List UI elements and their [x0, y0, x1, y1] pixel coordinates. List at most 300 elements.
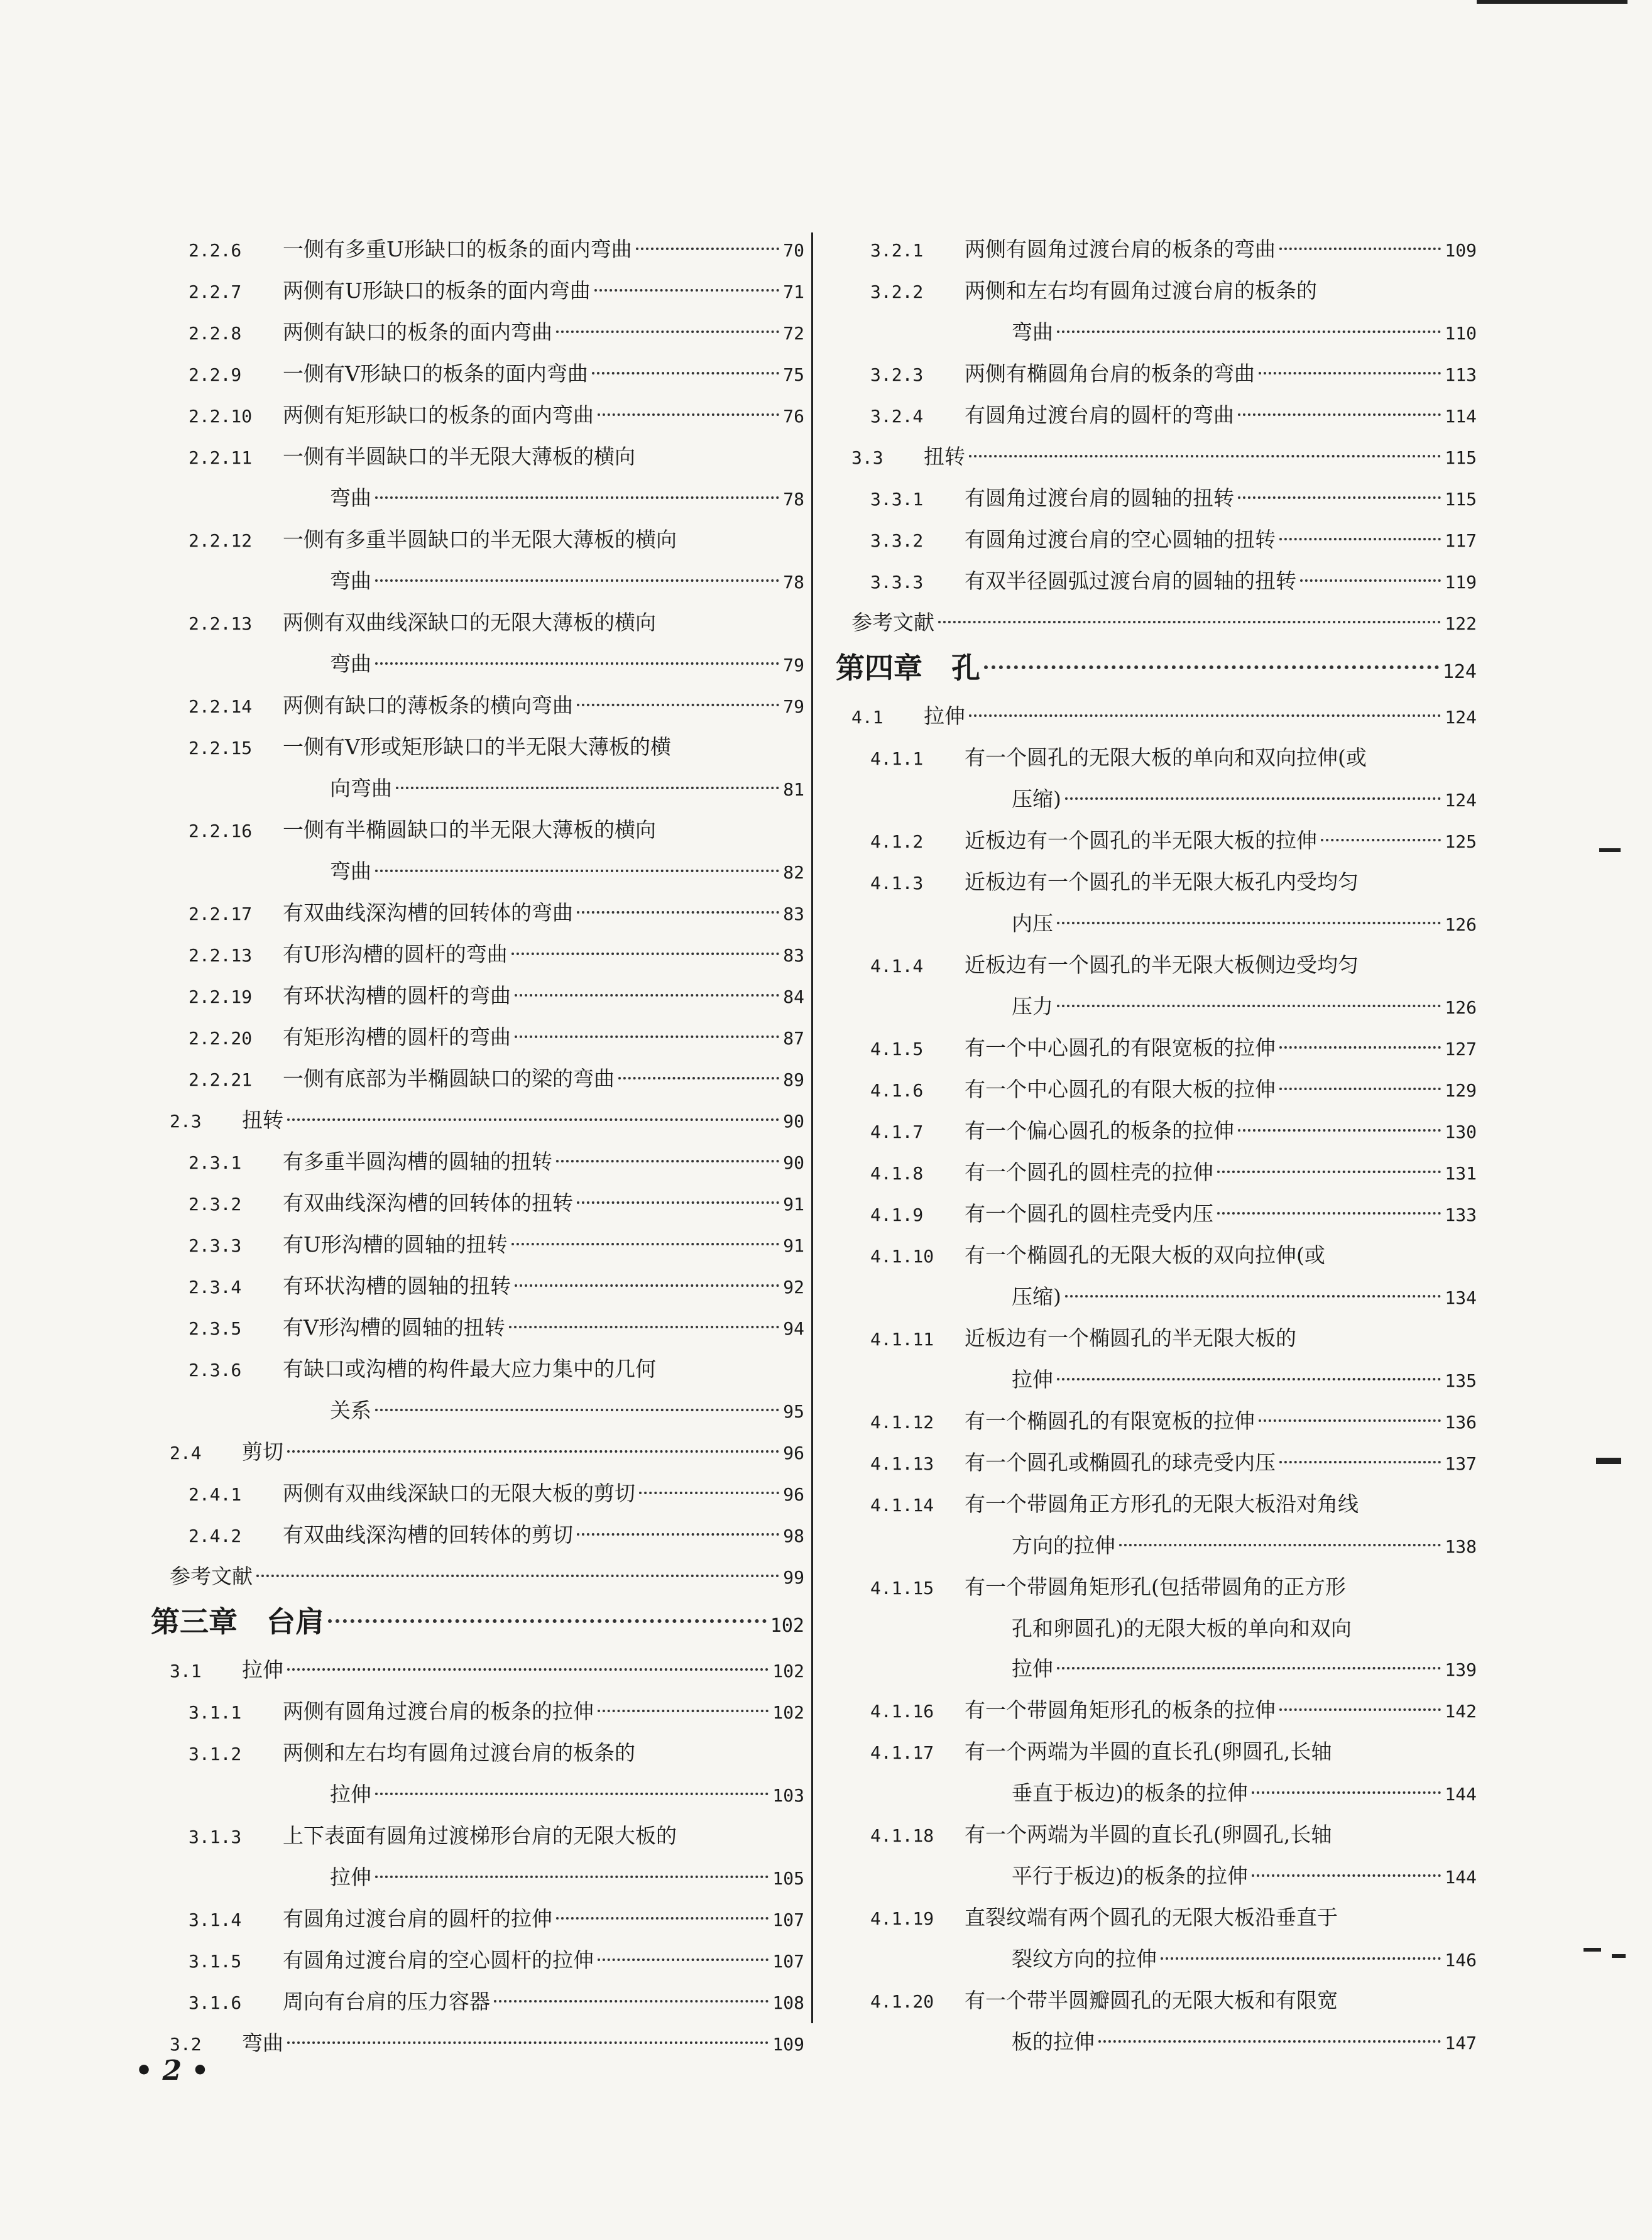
entry-page-number: 125: [1445, 831, 1477, 852]
entry-title: 近板边有一个椭圆孔的半无限大板的: [965, 1326, 1296, 1350]
toc-entry: [836, 395, 1477, 437]
dot-leader: [1217, 1171, 1441, 1173]
dot-leader: [556, 1160, 779, 1162]
dot-leader: [396, 787, 779, 789]
dot-leader: [1065, 1295, 1441, 1298]
dot-leader: [618, 1077, 779, 1079]
entry-page-number: 142: [1445, 1701, 1477, 1722]
dot-leader: [375, 496, 779, 499]
entry-number: 2.2.6: [189, 240, 242, 261]
entry-title: 两侧和左右均有圆角过渡台肩的板条的: [965, 278, 1317, 303]
toc-entry: [151, 1940, 804, 1982]
entry-number: 3.2: [170, 2034, 202, 2055]
toc-entry: [151, 1473, 804, 1515]
dot-leader: [1057, 1378, 1441, 1380]
entry-page-number: 107: [772, 1909, 804, 1930]
scan-mark: [1599, 848, 1621, 852]
toc-entry: [836, 1194, 1477, 1235]
entry-number: 3.2.1: [870, 240, 924, 261]
entry-title: 上下表面有圆角过渡梯形台肩的无限大板的: [283, 1823, 677, 1848]
entry-number: 3.3: [851, 447, 883, 468]
entry-page-number: 70: [783, 240, 804, 261]
entry-title: 有一个椭圆孔的有限宽板的拉伸: [965, 1409, 1255, 1433]
entry-page-number: 124: [1442, 661, 1477, 683]
entry-number: 3.2.2: [870, 281, 924, 302]
entry-number: 4.1.20: [870, 1991, 934, 2012]
entry-page-number: 78: [783, 489, 804, 510]
entry-number: 2.3.6: [189, 1360, 242, 1380]
entry-page-number: 108: [772, 1992, 804, 2013]
dot-leader: [494, 2000, 769, 2002]
entry-number: 4.1.10: [870, 1246, 934, 1267]
toc-entry: [151, 1816, 804, 1899]
toc-entry: [151, 271, 804, 312]
entry-title: 有V形沟槽的圆轴的扭转: [283, 1315, 505, 1340]
entry-title: 有一个两端为半圆的直长孔(卵圆孔,长轴: [965, 1822, 1332, 1847]
entry-number: 2.3.3: [189, 1235, 242, 1256]
entry-page-number: 71: [783, 281, 804, 302]
entry-title: 有圆角过渡台肩的空心圆轴的扭转: [965, 527, 1276, 552]
entry-title: 剪切: [242, 1440, 283, 1464]
entry-number: 4.1.17: [870, 1742, 934, 1763]
entry-number: 3.3.2: [870, 530, 924, 551]
entry-title-continued: 压缩): [1012, 1284, 1061, 1309]
entry-number: 4.1: [851, 707, 883, 728]
entry-title: 有缺口或沟槽的构件最大应力集中的几何: [283, 1357, 656, 1381]
entry-number: 3.1.5: [189, 1951, 242, 1972]
entry-page-number: 139: [1445, 1659, 1477, 1680]
toc-entry: [151, 312, 804, 354]
entry-title: 有U形沟槽的圆杆的弯曲: [283, 942, 508, 966]
dot-leader: [375, 1876, 769, 1878]
entry-number: 4.1.12: [870, 1412, 934, 1433]
entry-title: 两侧有矩形缺口的板条的面内弯曲: [283, 403, 594, 427]
entry-page-number: 124: [1445, 790, 1477, 811]
dot-leader: [1252, 1791, 1441, 1794]
entry-page-number: 90: [783, 1152, 804, 1173]
dot-leader: [1300, 579, 1441, 582]
entry-page-number: 79: [783, 655, 804, 675]
toc-entry: [836, 862, 1477, 945]
entry-page-number: 96: [783, 1443, 804, 1463]
entry-number: 2.2.17: [189, 904, 253, 924]
page-number: • 2 •: [135, 2055, 209, 2087]
toc-entry: [151, 686, 804, 727]
entry-title: 两侧有圆角过渡台肩的板条的拉伸: [283, 1699, 594, 1724]
entry-page-number: 134: [1445, 1287, 1477, 1308]
entry-title: 近板边有一个圆孔的半无限大板孔内受均匀: [965, 870, 1359, 894]
entry-title-continued: 弯曲: [330, 652, 371, 676]
entry-title: 有双曲线深沟槽的回转体的扭转: [283, 1191, 573, 1215]
toc-entry: [151, 1100, 804, 1142]
entry-title-continued: 关系: [330, 1398, 371, 1423]
toc-entry: [151, 1982, 804, 2023]
entry-title: 拉伸: [924, 704, 965, 728]
entry-page-number: 102: [772, 1661, 804, 1681]
dot-leader: [598, 413, 779, 416]
dot-leader: [515, 994, 779, 997]
entry-title: 有一个圆孔或椭圆孔的球壳受内压: [965, 1450, 1276, 1475]
entry-number: 2.2.16: [189, 821, 253, 841]
entry-title-continued: 压缩): [1012, 787, 1061, 811]
entry-page-number: 126: [1445, 914, 1477, 935]
entry-page-number: 99: [783, 1567, 804, 1588]
toc-entry: [836, 603, 1477, 644]
entry-number: 2.4.1: [189, 1484, 242, 1505]
entry-title-continued: 压力: [1012, 994, 1053, 1019]
entry-title: 两侧有缺口的板条的面内弯曲: [283, 320, 552, 344]
entry-number: 2.2.19: [189, 986, 253, 1007]
entry-title: 有圆角过渡台肩的圆杆的拉伸: [283, 1906, 552, 1931]
entry-page-number: 107: [772, 1951, 804, 1972]
entry-number: 2.2.20: [189, 1028, 253, 1049]
dot-leader: [1217, 1212, 1441, 1215]
dot-leader: [1279, 1461, 1441, 1463]
entry-title: 参考文献: [170, 1564, 253, 1588]
entry-title: 有双曲线深沟槽的回转体的弯曲: [283, 900, 573, 925]
entry-title: 一侧有V形或矩形缺口的半无限大薄板的横: [283, 735, 671, 759]
entry-title-continued: 向弯曲: [330, 776, 392, 800]
entry-title-continued: 孔和卵圆孔)的无限大板的单向和双向: [1012, 1616, 1352, 1641]
toc-entry: [151, 727, 804, 810]
toc-entry: [836, 1235, 1477, 1318]
entry-title-continued: 拉伸: [1012, 1656, 1053, 1681]
dot-leader: [1279, 1708, 1441, 1711]
entry-page-number: 94: [783, 1318, 804, 1339]
entry-number: 2.3.2: [189, 1194, 242, 1215]
toc-entry: [151, 395, 804, 437]
toc-entry: [151, 1432, 804, 1473]
entry-number: 2.4.2: [189, 1526, 242, 1546]
toc-right-column: [836, 229, 1477, 2063]
entry-page-number: 76: [783, 406, 804, 427]
entry-page-number: 119: [1445, 572, 1477, 593]
toc-entry: [836, 1028, 1477, 1069]
toc-entry: [836, 1443, 1477, 1484]
dot-leader: [938, 621, 1441, 623]
entry-page-number: 79: [783, 696, 804, 717]
entry-title: 第四章 孔: [836, 651, 980, 685]
entry-title: 有一个圆孔的圆柱壳的拉伸: [965, 1160, 1213, 1184]
entry-number: 4.1.18: [870, 1825, 934, 1846]
entry-title-continued: 弯曲: [1012, 320, 1053, 344]
dot-leader: [577, 1201, 779, 1204]
entry-page-number: 115: [1445, 447, 1477, 468]
dot-leader: [1057, 922, 1441, 924]
toc-entry: [836, 1815, 1477, 1898]
dot-leader: [577, 911, 779, 914]
entry-title: 有U形沟槽的圆轴的扭转: [283, 1232, 508, 1257]
toc-entry: [151, 893, 804, 934]
toc-entry: [151, 1349, 804, 1432]
entry-page-number: 133: [1445, 1205, 1477, 1225]
dot-leader: [515, 1035, 779, 1038]
dot-leader: [375, 662, 779, 665]
toc-entry: [836, 1567, 1477, 1690]
entry-number: 2.2.12: [189, 530, 253, 551]
entry-number: 2.3.4: [189, 1277, 242, 1298]
toc-entry: [836, 1111, 1477, 1152]
dot-leader: [1119, 1544, 1441, 1546]
entry-title: 有一个椭圆孔的无限大板的双向拉伸(或: [965, 1243, 1325, 1267]
dot-leader: [375, 579, 779, 582]
entry-title: 有一个圆孔的无限大板的单向和双向拉伸(或: [965, 745, 1367, 770]
entry-number: 4.1.13: [870, 1453, 934, 1474]
entry-page-number: 102: [770, 1615, 804, 1637]
entry-page-number: 130: [1445, 1122, 1477, 1142]
entry-page-number: 87: [783, 1028, 804, 1049]
entry-number: 3.1.4: [189, 1909, 242, 1930]
toc-entry: [151, 1733, 804, 1816]
toc-left-column: [151, 229, 804, 2065]
entry-number: 4.1.8: [870, 1163, 924, 1184]
dot-leader: [636, 248, 779, 250]
entry-number: 4.1.14: [870, 1495, 934, 1516]
entry-number: 2.2.9: [189, 364, 242, 385]
scan-mark: [1584, 1948, 1601, 1952]
dot-leader: [984, 665, 1439, 669]
dot-leader: [1238, 413, 1441, 416]
entry-number: 3.3.1: [870, 489, 924, 510]
entry-page-number: 102: [772, 1702, 804, 1723]
dot-leader: [1065, 797, 1441, 800]
entry-title: 周向有台肩的压力容器: [283, 1989, 490, 2014]
entry-title: 两侧有圆角过渡台肩的板条的弯曲: [965, 237, 1276, 261]
entry-title: 有一个带圆角矩形孔(包括带圆角的正方形: [965, 1575, 1346, 1599]
toc-entry: [836, 1980, 1477, 2063]
toc-entry: [151, 437, 804, 520]
dot-leader: [969, 714, 1441, 717]
entry-page-number: 147: [1445, 2033, 1477, 2053]
toc-entry: [836, 520, 1477, 561]
entry-number: 4.1.9: [870, 1205, 924, 1225]
toc-entry: [151, 1059, 804, 1100]
entry-title: 有双半径圆弧过渡台肩的圆轴的扭转: [965, 569, 1296, 593]
entry-title-continued: 弯曲: [330, 859, 371, 883]
entry-page-number: 122: [1445, 613, 1477, 634]
entry-title: 有一个带圆角正方形孔的无限大板沿对角线: [965, 1492, 1359, 1516]
entry-title: 两侧有双曲线深缺口的无限大板的剪切: [283, 1481, 635, 1505]
entry-number: 3.1: [170, 1661, 202, 1681]
entry-page-number: 110: [1445, 323, 1477, 344]
entry-page-number: 91: [783, 1235, 804, 1256]
toc-entry: [836, 1898, 1477, 1980]
toc-entry: [836, 1401, 1477, 1443]
entry-title-continued: 裂纹方向的拉伸: [1012, 1947, 1157, 1971]
dot-leader: [1259, 372, 1441, 374]
toc-entry: [151, 976, 804, 1017]
entry-title: 有一个带圆角矩形孔的板条的拉伸: [965, 1698, 1276, 1722]
entry-title: 有多重半圆沟槽的圆轴的扭转: [283, 1149, 552, 1174]
entry-title: 一侧有V形缺口的板条的面内弯曲: [283, 361, 588, 386]
entry-page-number: 137: [1445, 1453, 1477, 1474]
entry-title: 有圆角过渡台肩的空心圆杆的拉伸: [283, 1948, 594, 1972]
toc-entry: [151, 520, 804, 603]
entry-title: 有一个偏心圆孔的板条的拉伸: [965, 1118, 1234, 1143]
dot-leader: [1057, 1005, 1441, 1007]
entry-title: 扭转: [924, 444, 965, 469]
dot-leader: [509, 1326, 779, 1328]
toc-entry: [151, 2023, 804, 2065]
entry-title: 有一个带半圆瓣圆孔的无限大板和有限宽: [965, 1988, 1338, 2013]
entry-title: 近板边有一个圆孔的半无限大板的拉伸: [965, 828, 1317, 853]
entry-title: 一侧有半椭圆缺口的半无限大薄板的横向: [283, 817, 656, 842]
entry-title-continued: 拉伸: [330, 1782, 371, 1806]
entry-title: 两侧有椭圆角台肩的板条的弯曲: [965, 361, 1255, 386]
entry-page-number: 138: [1445, 1536, 1477, 1557]
toc-entry: [151, 603, 804, 686]
toc-entry: [151, 1899, 804, 1940]
entry-page-number: 95: [783, 1401, 804, 1422]
toc-entry: [151, 1515, 804, 1556]
entry-number: 4.1.7: [870, 1122, 924, 1142]
entry-title: 两侧有双曲线深缺口的无限大薄板的横向: [283, 610, 656, 635]
entry-number: 2.3.1: [189, 1152, 242, 1173]
dot-leader: [287, 1450, 779, 1453]
entry-title-continued: 弯曲: [330, 569, 371, 593]
entry-number: 2.2.11: [189, 447, 253, 468]
dot-leader: [256, 1575, 779, 1577]
entry-title-continued: 拉伸: [1012, 1367, 1053, 1392]
dot-leader: [515, 1284, 779, 1287]
entry-title: 两侧有U形缺口的板条的面内弯曲: [283, 278, 591, 303]
entry-page-number: 144: [1445, 1867, 1477, 1888]
entry-number: 2.2.8: [189, 323, 242, 344]
dot-leader: [1057, 1667, 1441, 1669]
dot-leader: [511, 1243, 779, 1245]
entry-title: 有双曲线深沟槽的回转体的剪切: [283, 1522, 573, 1547]
entry-title: 有环状沟槽的圆杆的弯曲: [283, 983, 511, 1008]
entry-title-continued: 垂直于板边)的板条的拉伸: [1012, 1781, 1248, 1805]
toc-entry: [836, 945, 1477, 1028]
toc-entry: [151, 1691, 804, 1733]
toc-entry: [836, 1152, 1477, 1194]
toc-entry: [836, 561, 1477, 603]
entry-page-number: 131: [1445, 1163, 1477, 1184]
entry-title-continued: 方向的拉伸: [1012, 1533, 1115, 1558]
dot-leader: [577, 1533, 779, 1536]
toc-entry: [151, 1556, 804, 1598]
toc-entry: [836, 354, 1477, 395]
entry-title: 扭转: [242, 1108, 283, 1132]
toc-entry: [836, 271, 1477, 354]
toc-entry: [151, 934, 804, 976]
entry-page-number: 96: [783, 1484, 804, 1505]
entry-number: 4.1.15: [870, 1578, 934, 1598]
dot-leader: [328, 1619, 767, 1623]
toc-entry: [836, 437, 1477, 478]
entry-page-number: 109: [772, 2034, 804, 2055]
dot-leader: [556, 331, 779, 333]
entry-page-number: 109: [1445, 240, 1477, 261]
toc-entry: [836, 478, 1477, 520]
entry-page-number: 91: [783, 1194, 804, 1215]
dot-leader: [375, 870, 779, 872]
toc-entry: [151, 1650, 804, 1691]
entry-title: 有矩形沟槽的圆杆的弯曲: [283, 1025, 511, 1049]
dot-leader: [287, 2041, 769, 2044]
scan-mark: [1596, 1458, 1621, 1464]
dot-leader: [592, 372, 779, 374]
entry-title: 有环状沟槽的圆轴的扭转: [283, 1274, 511, 1298]
entry-number: 2.2.21: [189, 1069, 253, 1090]
entry-page-number: 78: [783, 572, 804, 593]
entry-number: 2.2.14: [189, 696, 253, 717]
entry-number: 3.2.4: [870, 406, 924, 427]
entry-title: 直裂纹端有两个圆孔的无限大板沿垂直于: [965, 1905, 1338, 1930]
entry-title-continued: 内压: [1012, 911, 1053, 936]
entry-number: 4.1.11: [870, 1329, 934, 1350]
entry-number: 3.2.3: [870, 364, 924, 385]
entry-page-number: 113: [1445, 364, 1477, 385]
toc-entry: [151, 1266, 804, 1308]
entry-number: 4.1.4: [870, 956, 924, 976]
entry-title: 有一个两端为半圆的直长孔(卵圆孔,长轴: [965, 1739, 1332, 1764]
entry-number: 4.1.1: [870, 748, 924, 769]
entry-number: 4.1.5: [870, 1039, 924, 1059]
entry-page-number: 81: [783, 779, 804, 800]
dot-leader: [1098, 2040, 1441, 2043]
entry-page-number: 92: [783, 1277, 804, 1298]
entry-number: 3.3.3: [870, 572, 924, 593]
entry-number: 3.1.3: [189, 1827, 242, 1847]
entry-title: 拉伸: [242, 1658, 283, 1682]
dot-leader: [375, 1409, 779, 1411]
entry-title: 第三章 台肩: [151, 1605, 324, 1639]
entry-title: 一侧有底部为半椭圆缺口的梁的弯曲: [283, 1066, 615, 1091]
toc-entry: [836, 1690, 1477, 1732]
dot-leader: [375, 1793, 769, 1795]
entry-page-number: 135: [1445, 1370, 1477, 1391]
dot-leader: [1238, 496, 1441, 499]
toc-entry: [151, 1142, 804, 1183]
entry-number: 4.1.16: [870, 1701, 934, 1722]
entry-number: 2.2.7: [189, 281, 242, 302]
dot-leader: [598, 1710, 769, 1712]
toc-entry: [836, 1732, 1477, 1815]
entry-page-number: 83: [783, 904, 804, 924]
toc-entry: [836, 696, 1477, 738]
entry-title: 一侧有半圆缺口的半无限大薄板的横向: [283, 444, 635, 469]
dot-leader: [598, 1959, 769, 1961]
entry-title: 两侧和左右均有圆角过渡台肩的板条的: [283, 1740, 635, 1765]
entry-page-number: 124: [1445, 707, 1477, 728]
entry-number: 4.1.19: [870, 1908, 934, 1929]
column-divider: [811, 232, 813, 2023]
entry-title: 一侧有多重U形缺口的板条的面内弯曲: [283, 237, 632, 261]
dot-leader: [556, 1917, 769, 1920]
toc-entry: [151, 229, 804, 271]
dot-leader: [1252, 1874, 1441, 1877]
entry-page-number: 84: [783, 986, 804, 1007]
entry-number: 3.1.1: [189, 1702, 242, 1723]
entry-page-number: 89: [783, 1069, 804, 1090]
entry-page-number: 115: [1445, 489, 1477, 510]
dot-leader: [1279, 538, 1441, 540]
entry-page-number: 82: [783, 862, 804, 883]
dot-leader: [1238, 1129, 1441, 1132]
entry-number: 2.2.15: [189, 738, 253, 758]
toc-entry: [151, 810, 804, 893]
entry-title: 一侧有多重半圆缺口的半无限大薄板的横向: [283, 527, 677, 552]
entry-title: 有一个中心圆孔的有限大板的拉伸: [965, 1077, 1276, 1101]
toc-entry: [151, 1225, 804, 1266]
toc-entry: [836, 1318, 1477, 1401]
toc-entry: [836, 1484, 1477, 1567]
toc-entry: [836, 229, 1477, 271]
entry-title: 参考文献: [851, 610, 934, 635]
entry-page-number: 90: [783, 1111, 804, 1132]
